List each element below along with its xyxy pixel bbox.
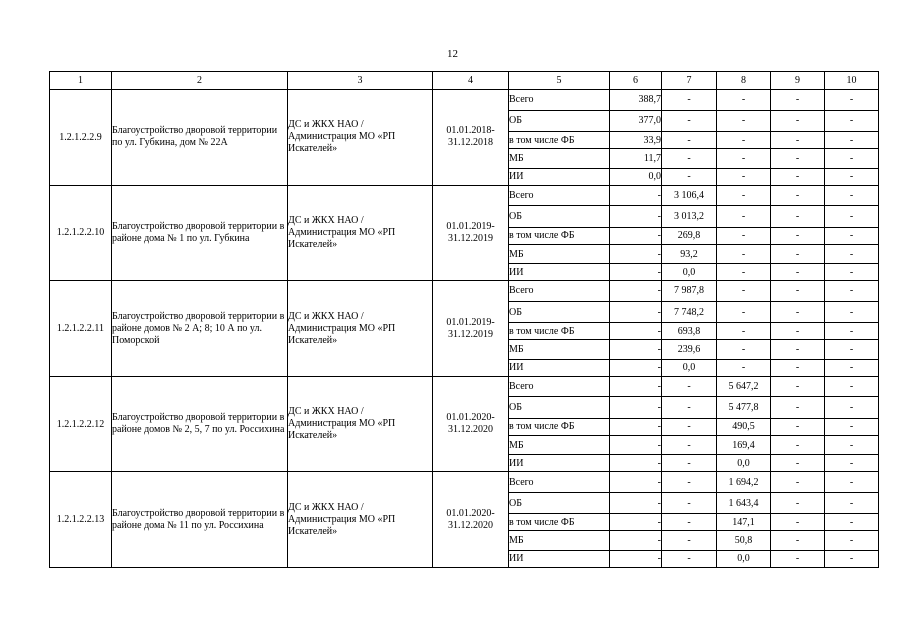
funding-value: 0,0 <box>610 168 662 185</box>
funding-value: 7 987,8 <box>662 281 717 301</box>
responsible-executor: ДС и ЖКХ НАО / Администрация МО «РП Искателей» <box>288 472 433 568</box>
funding-value: - <box>825 206 879 228</box>
funding-value: - <box>825 531 879 550</box>
measure-name: Благоустройство дворовой территории в районе домов № 2, 5, 7 по ул. Россихина <box>112 376 288 472</box>
funding-value: - <box>662 418 717 435</box>
header-cell: 8 <box>717 72 771 90</box>
funding-value: - <box>825 435 879 454</box>
funding-source: в том числе ФБ <box>509 323 610 340</box>
funding-value: - <box>610 323 662 340</box>
funding-value: - <box>610 397 662 419</box>
funding-value: - <box>825 550 879 567</box>
measure-row <box>50 90 879 110</box>
funding-value: - <box>610 376 662 396</box>
funding-value: 1 694,2 <box>717 472 771 492</box>
funding-source: ИИ <box>509 455 610 472</box>
funding-value: - <box>717 281 771 301</box>
header-row <box>50 72 879 90</box>
funding-value: - <box>771 340 825 359</box>
header-cell: 3 <box>288 72 433 90</box>
funding-source: ОБ <box>509 206 610 228</box>
funding-value: - <box>771 323 825 340</box>
implementation-period: 01.01.2020-31.12.2020 <box>433 376 509 472</box>
funding-value: - <box>771 168 825 185</box>
page-number: 12 <box>447 48 458 60</box>
funding-value: 93,2 <box>662 244 717 263</box>
measure-name: Благоустройство дворовой территории по ул. Губкина, дом № 22А <box>112 90 288 186</box>
header-cell: 9 <box>771 72 825 90</box>
funding-value: - <box>825 110 879 132</box>
funding-value: - <box>825 132 879 149</box>
funding-value: - <box>610 227 662 244</box>
responsible-executor: ДС и ЖКХ НАО / Администрация МО «РП Искателей» <box>288 281 433 377</box>
funding-value: 0,0 <box>717 550 771 567</box>
funding-value: - <box>662 397 717 419</box>
program-table <box>49 71 879 568</box>
funding-value: 7 748,2 <box>662 301 717 323</box>
funding-value: - <box>610 435 662 454</box>
funding-value: - <box>771 492 825 514</box>
funding-value: - <box>771 90 825 110</box>
funding-value: - <box>610 264 662 281</box>
funding-source: в том числе ФБ <box>509 418 610 435</box>
funding-value: - <box>717 168 771 185</box>
funding-value: 3 106,4 <box>662 185 717 205</box>
funding-value: - <box>610 550 662 567</box>
funding-source: ОБ <box>509 110 610 132</box>
funding-value: - <box>825 264 879 281</box>
funding-value: - <box>610 185 662 205</box>
funding-value: - <box>771 531 825 550</box>
funding-value: - <box>825 340 879 359</box>
funding-value: - <box>771 110 825 132</box>
funding-value: - <box>825 301 879 323</box>
funding-value: - <box>662 550 717 567</box>
funding-value: - <box>825 149 879 168</box>
funding-value: 377,0 <box>610 110 662 132</box>
funding-value: 0,0 <box>662 264 717 281</box>
funding-value: - <box>717 206 771 228</box>
measure-row <box>50 376 879 396</box>
funding-value: - <box>825 514 879 531</box>
funding-value: - <box>717 340 771 359</box>
responsible-executor: ДС и ЖКХ НАО / Администрация МО «РП Искателей» <box>288 185 433 281</box>
funding-value: 1 643,4 <box>717 492 771 514</box>
measure-name: Благоустройство дворовой территории в районе домов № 2 А; 8; 10 А по ул. Поморской <box>112 281 288 377</box>
funding-value: - <box>662 376 717 396</box>
implementation-period: 01.01.2019-31.12.2019 <box>433 281 509 377</box>
measure-code: 1.2.1.2.2.10 <box>50 185 112 281</box>
implementation-period: 01.01.2019-31.12.2019 <box>433 185 509 281</box>
funding-value: - <box>825 323 879 340</box>
funding-source: МБ <box>509 149 610 168</box>
measure-row <box>50 185 879 205</box>
funding-value: - <box>610 359 662 376</box>
funding-value: - <box>825 185 879 205</box>
funding-value: 388,7 <box>610 90 662 110</box>
funding-value: - <box>717 90 771 110</box>
header-cell: 4 <box>433 72 509 90</box>
funding-value: - <box>662 435 717 454</box>
funding-value: - <box>771 264 825 281</box>
funding-source: ИИ <box>509 168 610 185</box>
measure-row <box>50 472 879 492</box>
funding-value: - <box>825 492 879 514</box>
funding-value: - <box>662 149 717 168</box>
funding-value: - <box>771 514 825 531</box>
funding-value: 269,8 <box>662 227 717 244</box>
funding-value: - <box>771 281 825 301</box>
funding-value: - <box>771 397 825 419</box>
funding-value: - <box>825 227 879 244</box>
funding-value: - <box>825 455 879 472</box>
funding-value: - <box>610 244 662 263</box>
funding-value: - <box>717 227 771 244</box>
funding-value: 239,6 <box>662 340 717 359</box>
funding-value: - <box>825 168 879 185</box>
funding-source: в том числе ФБ <box>509 132 610 149</box>
funding-source: ОБ <box>509 492 610 514</box>
funding-value: - <box>771 132 825 149</box>
funding-value: - <box>825 244 879 263</box>
funding-value: - <box>662 168 717 185</box>
funding-value: - <box>717 149 771 168</box>
funding-value: - <box>717 301 771 323</box>
funding-value: 147,1 <box>717 514 771 531</box>
funding-value: - <box>717 359 771 376</box>
funding-source: Всего <box>509 185 610 205</box>
funding-value: 490,5 <box>717 418 771 435</box>
funding-value: - <box>771 227 825 244</box>
funding-value: - <box>610 514 662 531</box>
funding-value: - <box>771 359 825 376</box>
measure-code: 1.2.1.2.2.13 <box>50 472 112 568</box>
funding-value: - <box>825 397 879 419</box>
funding-value: 169,4 <box>717 435 771 454</box>
funding-value: - <box>717 132 771 149</box>
measure-row <box>50 281 879 301</box>
funding-value: - <box>771 149 825 168</box>
funding-value: - <box>771 301 825 323</box>
responsible-executor: ДС и ЖКХ НАО / Администрация МО «РП Искателей» <box>288 90 433 186</box>
funding-source: Всего <box>509 281 610 301</box>
funding-source: МБ <box>509 244 610 263</box>
funding-source: Всего <box>509 376 610 396</box>
funding-value: - <box>825 472 879 492</box>
funding-value: - <box>771 435 825 454</box>
header-cell: 2 <box>112 72 288 90</box>
funding-value: - <box>662 492 717 514</box>
funding-value: - <box>825 90 879 110</box>
funding-value: - <box>717 323 771 340</box>
funding-value: 11,7 <box>610 149 662 168</box>
funding-source: МБ <box>509 435 610 454</box>
funding-value: 33,9 <box>610 132 662 149</box>
funding-value: - <box>662 531 717 550</box>
funding-source: МБ <box>509 340 610 359</box>
measure-name: Благоустройство дворовой территории в районе дома № 1 по ул. Губкина <box>112 185 288 281</box>
measure-name: Благоустройство дворовой территории в районе дома № 11 по ул. Россихина <box>112 472 288 568</box>
funding-value: - <box>662 472 717 492</box>
funding-value: - <box>662 110 717 132</box>
funding-value: - <box>771 550 825 567</box>
funding-value: - <box>771 206 825 228</box>
header-cell: 7 <box>662 72 717 90</box>
funding-value: - <box>771 418 825 435</box>
funding-value: 5 647,2 <box>717 376 771 396</box>
funding-source: в том числе ФБ <box>509 227 610 244</box>
funding-value: - <box>610 418 662 435</box>
header-cell: 5 <box>509 72 610 90</box>
funding-value: - <box>825 418 879 435</box>
funding-value: - <box>610 206 662 228</box>
funding-value: - <box>771 185 825 205</box>
funding-value: - <box>610 455 662 472</box>
funding-value: - <box>825 359 879 376</box>
funding-value: - <box>662 514 717 531</box>
funding-value: - <box>771 455 825 472</box>
funding-source: в том числе ФБ <box>509 514 610 531</box>
implementation-period: 01.01.2020-31.12.2020 <box>433 472 509 568</box>
funding-value: - <box>610 472 662 492</box>
funding-value: - <box>717 264 771 281</box>
header-cell: 1 <box>50 72 112 90</box>
funding-value: - <box>771 472 825 492</box>
funding-source: Всего <box>509 90 610 110</box>
funding-value: 693,8 <box>662 323 717 340</box>
measure-code: 1.2.1.2.2.12 <box>50 376 112 472</box>
funding-value: - <box>610 340 662 359</box>
funding-value: 0,0 <box>717 455 771 472</box>
funding-source: ОБ <box>509 301 610 323</box>
header-cell: 10 <box>825 72 879 90</box>
funding-value: - <box>771 244 825 263</box>
funding-value: - <box>825 281 879 301</box>
funding-value: - <box>717 110 771 132</box>
implementation-period: 01.01.2018-31.12.2018 <box>433 90 509 186</box>
funding-value: - <box>610 531 662 550</box>
responsible-executor: ДС и ЖКХ НАО / Администрация МО «РП Искателей» <box>288 376 433 472</box>
funding-value: - <box>825 376 879 396</box>
funding-value: - <box>610 301 662 323</box>
funding-source: ИИ <box>509 264 610 281</box>
funding-value: - <box>610 492 662 514</box>
header-cell: 6 <box>610 72 662 90</box>
funding-source: ОБ <box>509 397 610 419</box>
funding-value: - <box>717 185 771 205</box>
funding-value: - <box>717 244 771 263</box>
funding-source: ИИ <box>509 359 610 376</box>
funding-value: - <box>771 376 825 396</box>
funding-value: 5 477,8 <box>717 397 771 419</box>
funding-value: - <box>610 281 662 301</box>
funding-value: 0,0 <box>662 359 717 376</box>
funding-value: 3 013,2 <box>662 206 717 228</box>
funding-source: ИИ <box>509 550 610 567</box>
funding-value: 50,8 <box>717 531 771 550</box>
funding-value: - <box>662 455 717 472</box>
measure-code: 1.2.1.2.2.9 <box>50 90 112 186</box>
funding-source: Всего <box>509 472 610 492</box>
funding-source: МБ <box>509 531 610 550</box>
funding-value: - <box>662 132 717 149</box>
funding-value: - <box>662 90 717 110</box>
measure-code: 1.2.1.2.2.11 <box>50 281 112 377</box>
